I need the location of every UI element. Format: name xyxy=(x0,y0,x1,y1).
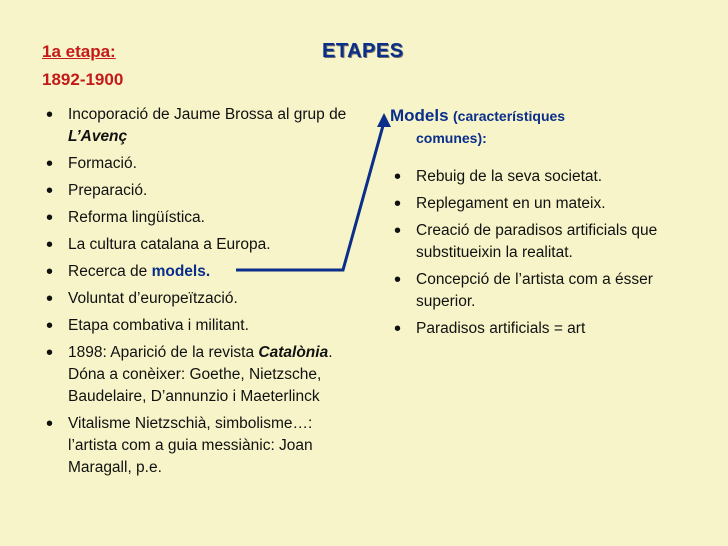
list-item: • Incoporació de Jaume Brossa al grup de L’Avenç xyxy=(42,104,362,148)
list-item: • Rebuig de la seva societat. xyxy=(390,166,710,188)
list-item: • Voluntat d’europeïtzació. xyxy=(42,288,362,310)
models-bullet-list xyxy=(390,166,710,345)
list-item: • Preparació. xyxy=(42,180,362,202)
list-item: • Concepció de l’artista com a ésser superior. xyxy=(390,269,710,313)
list-item: • Formació. xyxy=(42,153,362,175)
list-item: • Etapa combativa i militant. xyxy=(42,315,362,337)
stage-name: 1a etapa: xyxy=(42,42,116,61)
list-item: • Reforma lingüística. xyxy=(42,207,362,229)
arrowhead-icon xyxy=(377,113,391,127)
stage-years: 1892-1900 xyxy=(42,70,124,89)
list-item: • Vitalisme Nietzschià, simbolisme…: l’artista com a guia messiànic: Joan Maragall, p.e. xyxy=(42,413,362,479)
slide-title: ETAPES xyxy=(322,40,404,62)
list-item: • Replegament en un mateix. xyxy=(390,193,710,215)
models-subtitle-2: comunes): xyxy=(416,130,487,146)
list-item: • La cultura catalana a Europa. xyxy=(42,234,362,256)
list-item: • Paradisos artificials = art xyxy=(390,318,710,340)
list-item: • Creació de paradisos artificials que substitueixin la realitat. xyxy=(390,220,710,264)
models-heading xyxy=(390,106,710,146)
models-subtitle-1: (característiques xyxy=(453,108,566,124)
list-item: • 1898: Aparició de la revista Catalònia. Dóna a conèixer: Goethe, Nietzsche, Baudelaire, D’annunzio i Maeterlinck xyxy=(42,342,362,408)
list-item: • Recerca de models. xyxy=(42,261,362,283)
models-keyword: models. xyxy=(151,263,211,280)
connector-line xyxy=(236,122,384,270)
models-title: Models xyxy=(390,106,449,125)
